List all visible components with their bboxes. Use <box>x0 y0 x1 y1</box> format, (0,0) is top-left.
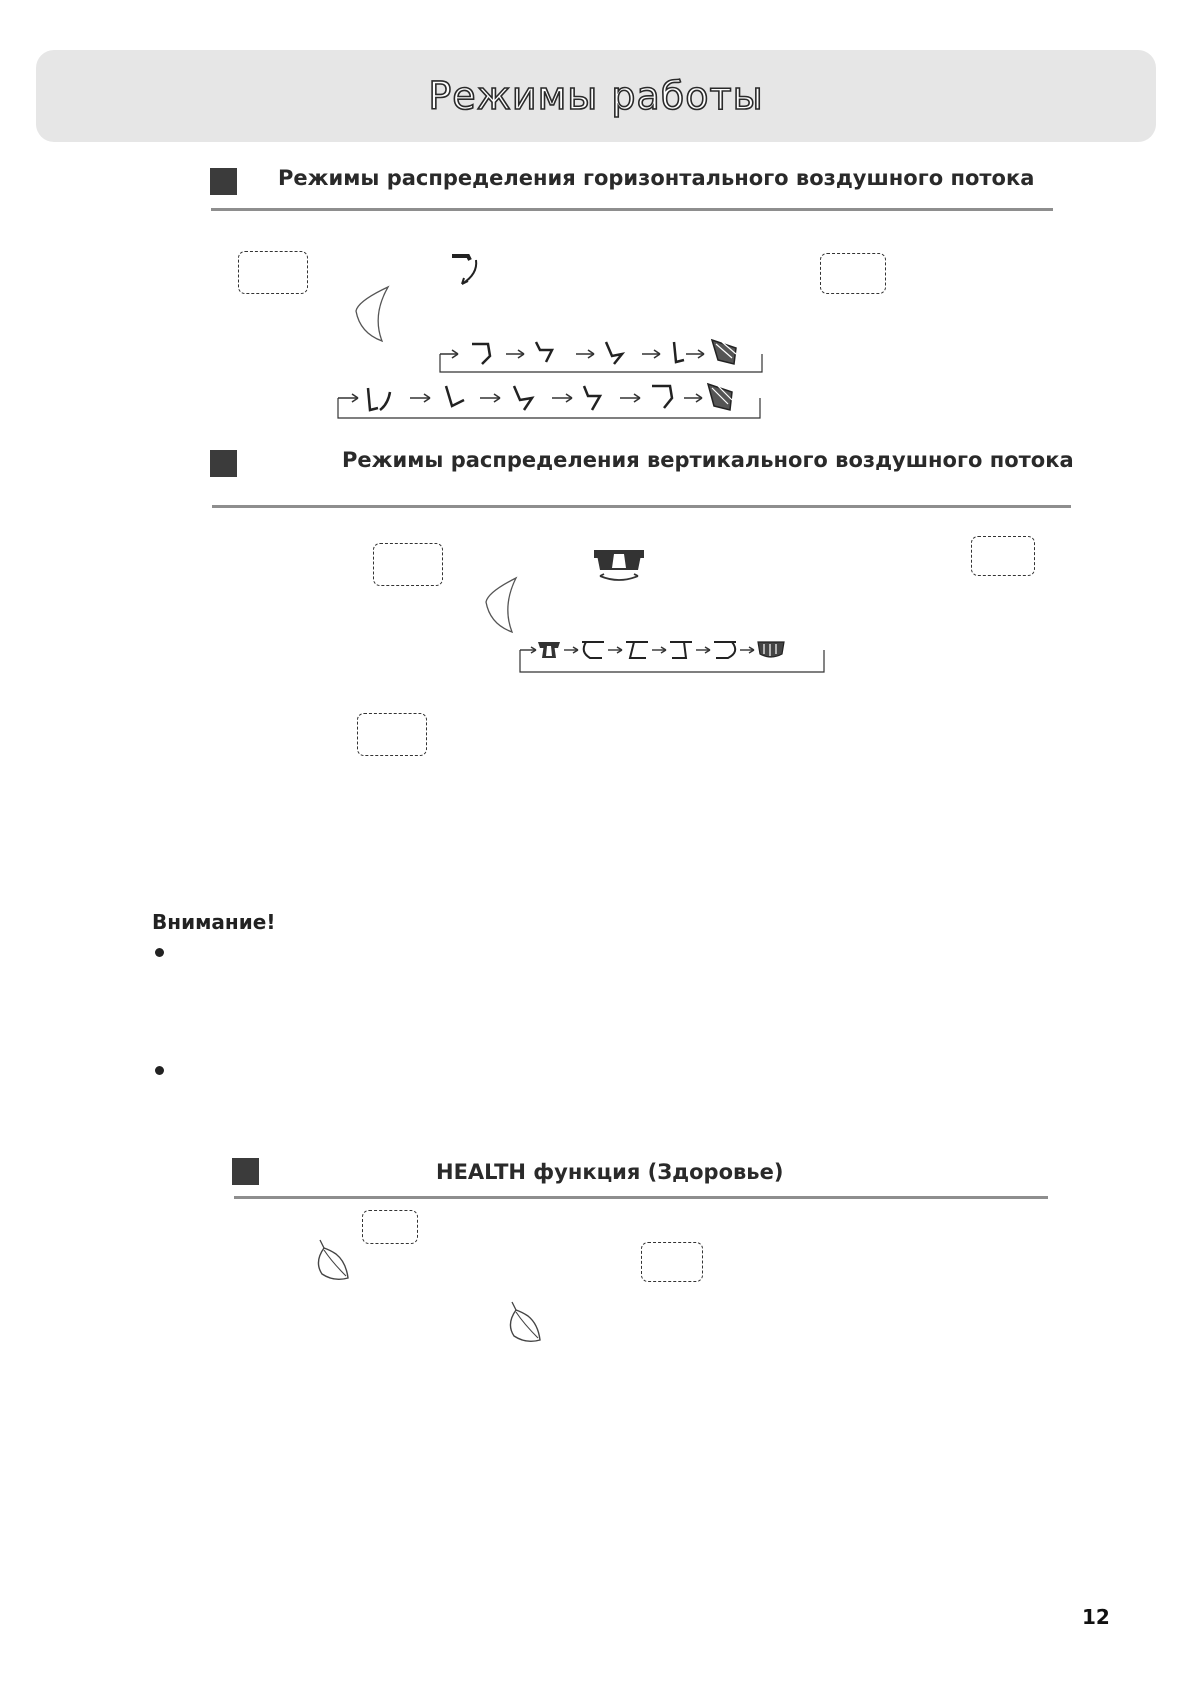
section-rule <box>212 505 1071 508</box>
section-marker <box>232 1158 259 1185</box>
bullet <box>155 948 164 957</box>
remote-button[interactable] <box>641 1242 703 1282</box>
bullet <box>155 1066 164 1075</box>
section-rule <box>211 208 1053 211</box>
notice-title: Внимание! <box>152 910 276 934</box>
section-title-health: HEALTH функция (Здоровье) <box>436 1160 784 1184</box>
vertical-vane-icon <box>592 548 646 584</box>
remote-button[interactable] <box>820 253 886 294</box>
section-title-vertical: Режимы распределения вертикального воздушного потока <box>342 448 1074 472</box>
section-marker <box>210 450 237 477</box>
horizontal-sequence-1 <box>436 334 766 380</box>
fan-sector-icon <box>352 285 398 343</box>
remote-button[interactable] <box>362 1210 418 1244</box>
vane-swing-icon <box>448 250 488 290</box>
remote-button[interactable] <box>971 536 1035 576</box>
section-marker <box>210 168 237 195</box>
leaf-icon <box>312 1238 354 1284</box>
remote-button[interactable] <box>373 543 443 586</box>
vertical-sequence <box>516 636 828 678</box>
leaf-icon <box>504 1300 546 1346</box>
fan-sector-icon <box>482 576 526 634</box>
section-rule <box>234 1196 1048 1199</box>
section-title-horizontal: Режимы распределения горизонтального воздушного потока <box>278 166 1035 190</box>
page-title: Режимы работы <box>428 74 764 118</box>
remote-button[interactable] <box>238 251 308 294</box>
remote-button[interactable] <box>357 713 427 756</box>
title-banner <box>36 50 1156 142</box>
horizontal-sequence-2 <box>334 378 764 426</box>
page-number: 12 <box>1082 1605 1110 1629</box>
